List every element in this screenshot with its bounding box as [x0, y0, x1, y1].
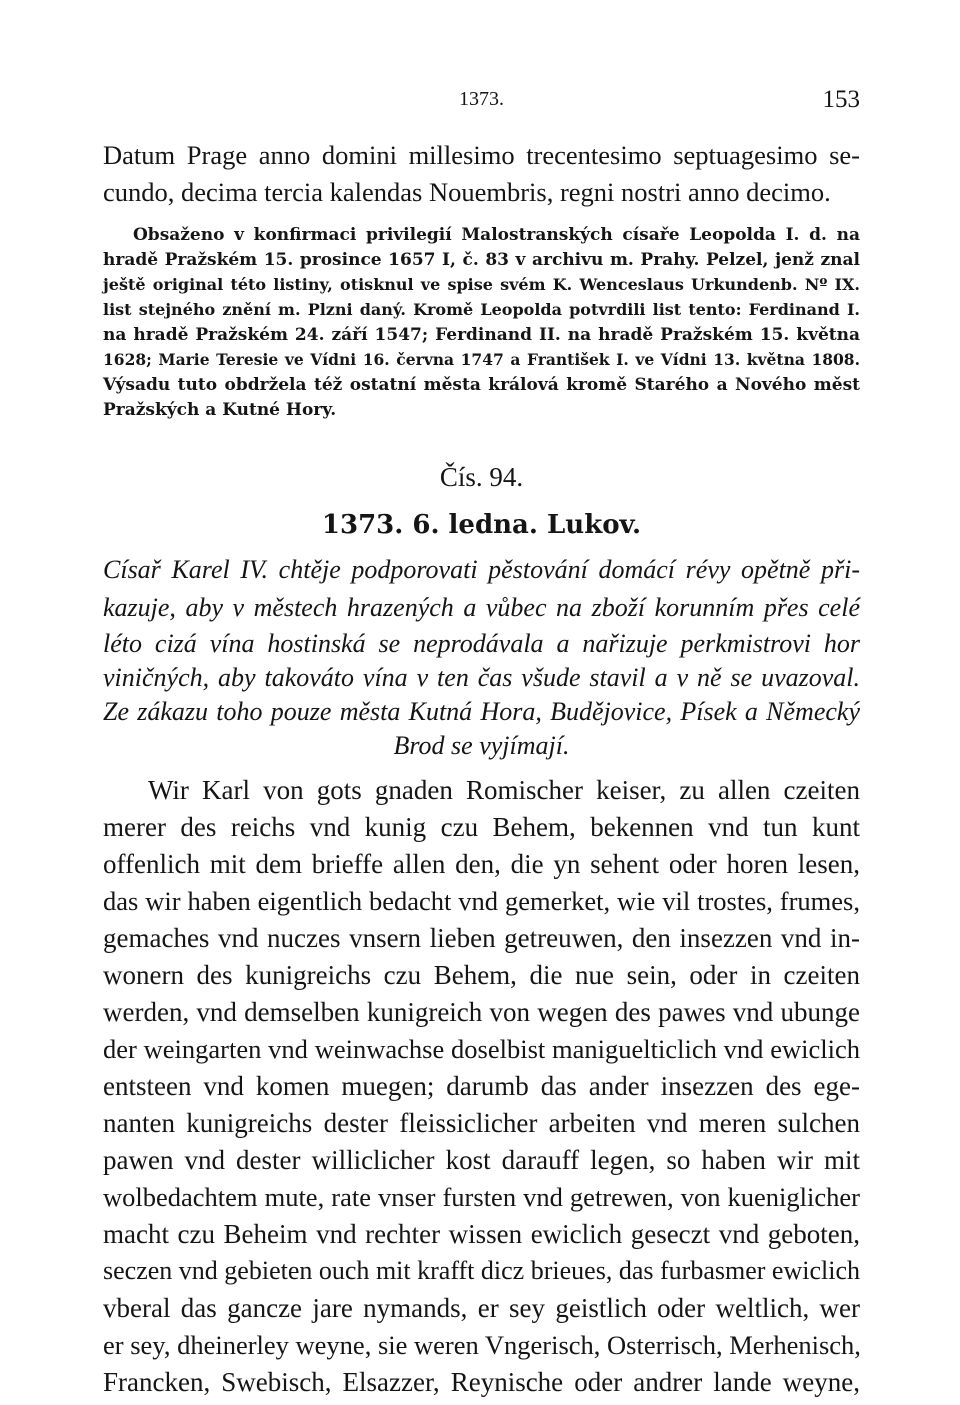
- text-line: vberal das gancze jare nymands, er sey geistlich oder weltlich, wer: [103, 1293, 860, 1323]
- running-head-year: 1373.: [459, 88, 504, 110]
- regest-line: léto cizá vína hostinská se neprodávala a nařizuje perkmistrovi hor: [103, 629, 860, 658]
- note-line: Pražských a Kutné Hory.: [103, 400, 337, 420]
- regest-line: kazuje, aby v městech hrazených a vůbec na zboží korunním přes celé: [103, 593, 860, 622]
- regest-line: Brod se vyjímají.: [393, 731, 570, 760]
- text-line: werden, vnd demselben kunigreich von wegen des pawes vnd ubunge: [103, 997, 860, 1027]
- note-line: na hradě Pražském 24. září 1547; Ferdinand II. na hradě Pražském 15. května: [103, 325, 860, 345]
- text-line: Wir Karl von gots gnaden Romischer keiser, zu allen czeiten: [148, 775, 860, 805]
- text-line: macht czu Beheim vnd rechter wissen ewiclich geseczt vnd geboten,: [103, 1219, 860, 1249]
- note-line: Výsadu tuto obdržela též ostatní města králová kromě Starého a Nového měst: [103, 375, 860, 395]
- text-line: pawen vnd dester williclicher kost darauff legen, so haben wir mit: [103, 1145, 860, 1175]
- regest-line: viničných, aby takováto vína v ten čas všude stavil a v ně se uvazoval.: [103, 663, 860, 692]
- text-line: wolbedachtem mute, rate vnser fursten vnd getrewen, von kueniglicher: [103, 1182, 860, 1212]
- text-line: das wir haben eigentlich bedacht vnd gemerket, wie vil trostes, frumes,: [103, 886, 860, 916]
- text-line: Francken, Swebisch, Elsazzer, Reynische oder andrer lande weyne,: [103, 1367, 860, 1397]
- note-line: 1628; Marie Teresie ve Vídni 16. června 1747 a František I. ve Vídni 13. května 1808.: [103, 350, 860, 369]
- text-line: der weingarten vnd weinwachse doselbist maniguelticlich vnd ewiclich: [103, 1034, 860, 1064]
- page-header: [103, 86, 860, 116]
- datum-line: Datum Prage anno domini millesimo trecentesimo septuagesimo se-: [103, 140, 860, 170]
- note-line: list stejného znění m. Plzni daný. Kromě Leopolda potvrdili list tento: Ferdinand I.: [103, 300, 860, 319]
- text-line: wonern des kunigreichs czu Behem, die nue sein, oder in czeiten: [103, 960, 860, 990]
- text-line: entsteen vnd komen muegen; darumb das ander insezzen des ege-: [103, 1071, 860, 1101]
- regest-line: Ze zákazu toho pouze města Kutná Hora, Budějovice, Písek a Německý: [103, 697, 860, 726]
- note-line: hradě Pražském 15. prosince 1657 I, č. 83 v archivu m. Prahy. Pelzel, jenž znal: [103, 250, 860, 270]
- document-title: 1373. 6. ledna. Lukov.: [321, 510, 642, 540]
- text-line: seczen vnd gebieten ouch mit krafft dicz brieues, das furbasmer ewiclich: [103, 1256, 860, 1285]
- page-number: 153: [822, 86, 860, 113]
- document-number-heading: Čís. 94.: [439, 462, 524, 492]
- text-line: merer des reichs vnd kunig czu Behem, bekennen vnd tun kunt: [103, 812, 860, 842]
- text-line: offenlich mit dem brieffe allen den, die yn sehent oder horen lesen,: [103, 849, 860, 879]
- text-line: er sey, dheinerley weyne, sie weren Vngerisch, Osterrisch, Merhenisch,: [103, 1330, 861, 1360]
- text-line: gemaches vnd nuczes vnsern lieben getreuwen, den insezzen vnd in-: [103, 923, 860, 953]
- note-line: ještě original této listiny, otisknul ve spise svém K. Wenceslaus Urkundenb. Nº IX.: [103, 275, 860, 294]
- regest-line: Císař Karel IV. chtěje podporovati pěstování domácí révy opětně při-: [103, 555, 860, 584]
- text-line: nanten kunigreichs dester fleissiclicher arbeiten vnd meren sulchen: [103, 1108, 860, 1138]
- note-line: Obsaženo v konfirmaci privilegií Malostranských císaře Leopolda I. d. na: [133, 225, 860, 245]
- datum-line: cundo, decima tercia kalendas Nouembris, regni nostri anno decimo.: [103, 177, 831, 207]
